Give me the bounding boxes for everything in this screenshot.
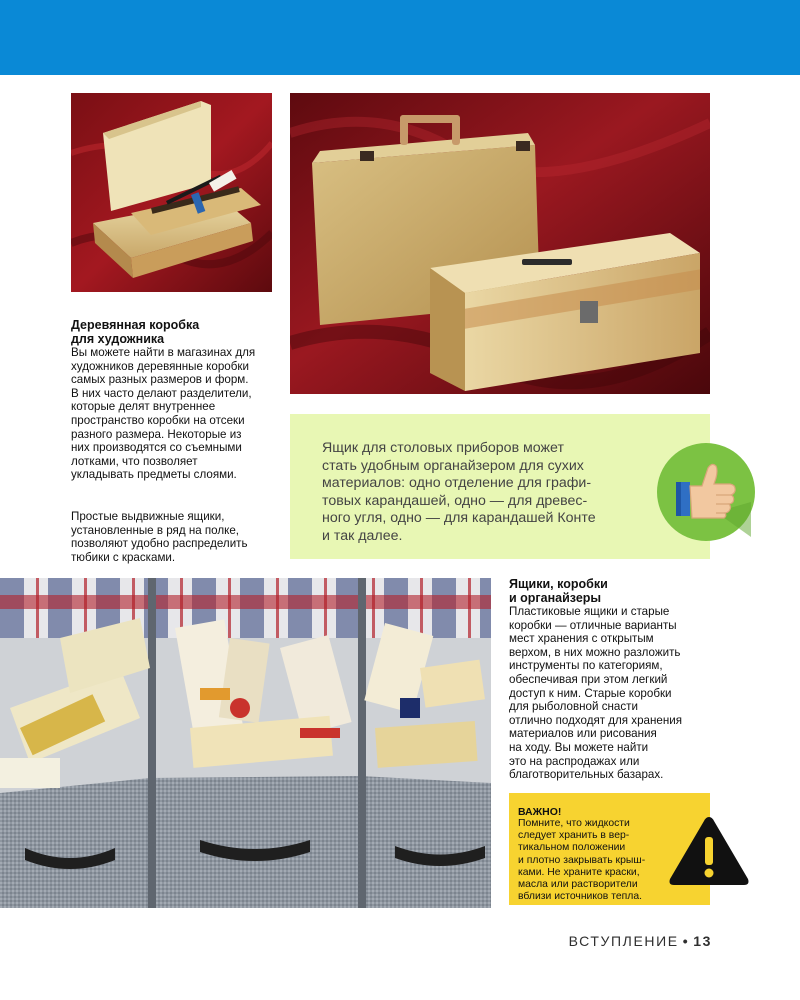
- caption-line: разного размера. Некоторые из: [71, 427, 242, 441]
- warning-line: вблизи источников тепла.: [518, 891, 642, 903]
- caption-artist-box-body: [71, 346, 276, 482]
- caption-drawers-body: [71, 510, 276, 564]
- warning-icon: [668, 815, 750, 887]
- warning-line: тикальном положении: [518, 842, 626, 854]
- caption-line: лотками, что позволяет: [71, 454, 198, 468]
- caption-title-line: и органайзеры: [509, 591, 602, 605]
- caption-organizers-title: [509, 577, 709, 605]
- caption-line: коробки — отличные варианты: [509, 618, 677, 632]
- warning-line: следует хранить в вер-: [518, 830, 630, 842]
- warning-line: и плотно закрывать крыш-: [518, 854, 646, 866]
- caption-organizers-body: [509, 605, 709, 782]
- caption-line: установленные в ряд на полке,: [71, 523, 239, 537]
- warning-line: масла или растворители: [518, 879, 638, 891]
- caption-organizers: [509, 577, 709, 782]
- page-number: 13: [693, 933, 712, 949]
- caption-line: на ходу. Вы можете найти: [509, 740, 649, 754]
- caption-line: Пластиковые ящики и старые: [509, 605, 670, 618]
- tip-text: [322, 440, 622, 546]
- caption-drawers: [71, 510, 276, 564]
- caption-title-line: Деревянная коробка: [71, 318, 200, 332]
- caption-line: это на распродажах или: [509, 754, 640, 768]
- warning-line: Помните, что жидкости: [518, 818, 630, 829]
- caption-line: пространство коробки на отсеки: [71, 413, 245, 427]
- caption-title-line: для художника: [71, 332, 165, 346]
- caption-title-line: Ящики, коробки: [509, 577, 608, 591]
- tip-line: Ящик для столовых приборов может: [322, 440, 564, 456]
- warning-title: ВАЖНО!: [518, 806, 562, 818]
- wooden-artist-box-photo: [71, 93, 272, 292]
- tip-line: товых карандашей, одно — для древес-: [322, 492, 588, 509]
- tip-line: и так далее.: [322, 527, 403, 544]
- caption-line: художников деревянные коробки: [71, 359, 249, 373]
- warning-line: ками. Не храните краски,: [518, 866, 640, 878]
- caption-line: тюбики с красками.: [71, 550, 176, 564]
- caption-line: Простые выдвижные ящики,: [71, 510, 225, 523]
- caption-line: В них часто делают разделители,: [71, 386, 252, 400]
- caption-line: укладывать предметы слоями.: [71, 468, 237, 482]
- tip-line: материалов: одно отделение для графи-: [322, 475, 592, 492]
- caption-line: Вы можете найти в магазинах для: [71, 346, 256, 359]
- caption-line: инструменты по категориям,: [509, 659, 663, 673]
- caption-line: доступ к ним. Старые коробки: [509, 686, 672, 700]
- paint-tubes-in-boxes-photo: [0, 578, 491, 908]
- caption-line: для рыболовной снасти: [509, 700, 638, 714]
- tip-line: ного угля, одно — для карандашей Конте: [322, 510, 596, 527]
- caption-line: мест хранения с открытым: [509, 632, 654, 646]
- caption-artist-box-title: [71, 318, 276, 346]
- caption-line: материалов или рисования: [509, 727, 657, 741]
- caption-line: обеспечивая при этом легкий: [509, 672, 668, 686]
- caption-line: которые делят внутреннее: [71, 400, 216, 414]
- section-name: ВСТУПЛЕНИЕ: [568, 933, 679, 949]
- footer-separator: •: [682, 933, 690, 949]
- caption-line: благотворительных базарах.: [509, 768, 664, 782]
- warning-text: [518, 818, 658, 903]
- caption-line: них производятся со съемными: [71, 441, 242, 455]
- caption-line: верхом, в них можно разложить: [509, 645, 681, 659]
- caption-line: самых разных размеров и форм.: [71, 373, 249, 387]
- caption-artist-box: [71, 318, 276, 482]
- header-bar: [0, 0, 800, 75]
- tip-line: стать удобным органайзером для сухих: [322, 457, 584, 474]
- caption-line: отлично подходят для хранения: [509, 713, 682, 727]
- thumbs-up-icon: [656, 442, 756, 542]
- page-footer: [569, 933, 712, 949]
- wooden-cases-photo: [290, 93, 710, 394]
- tip-box: [290, 414, 710, 559]
- caption-line: позволяют удобно распределить: [71, 537, 248, 551]
